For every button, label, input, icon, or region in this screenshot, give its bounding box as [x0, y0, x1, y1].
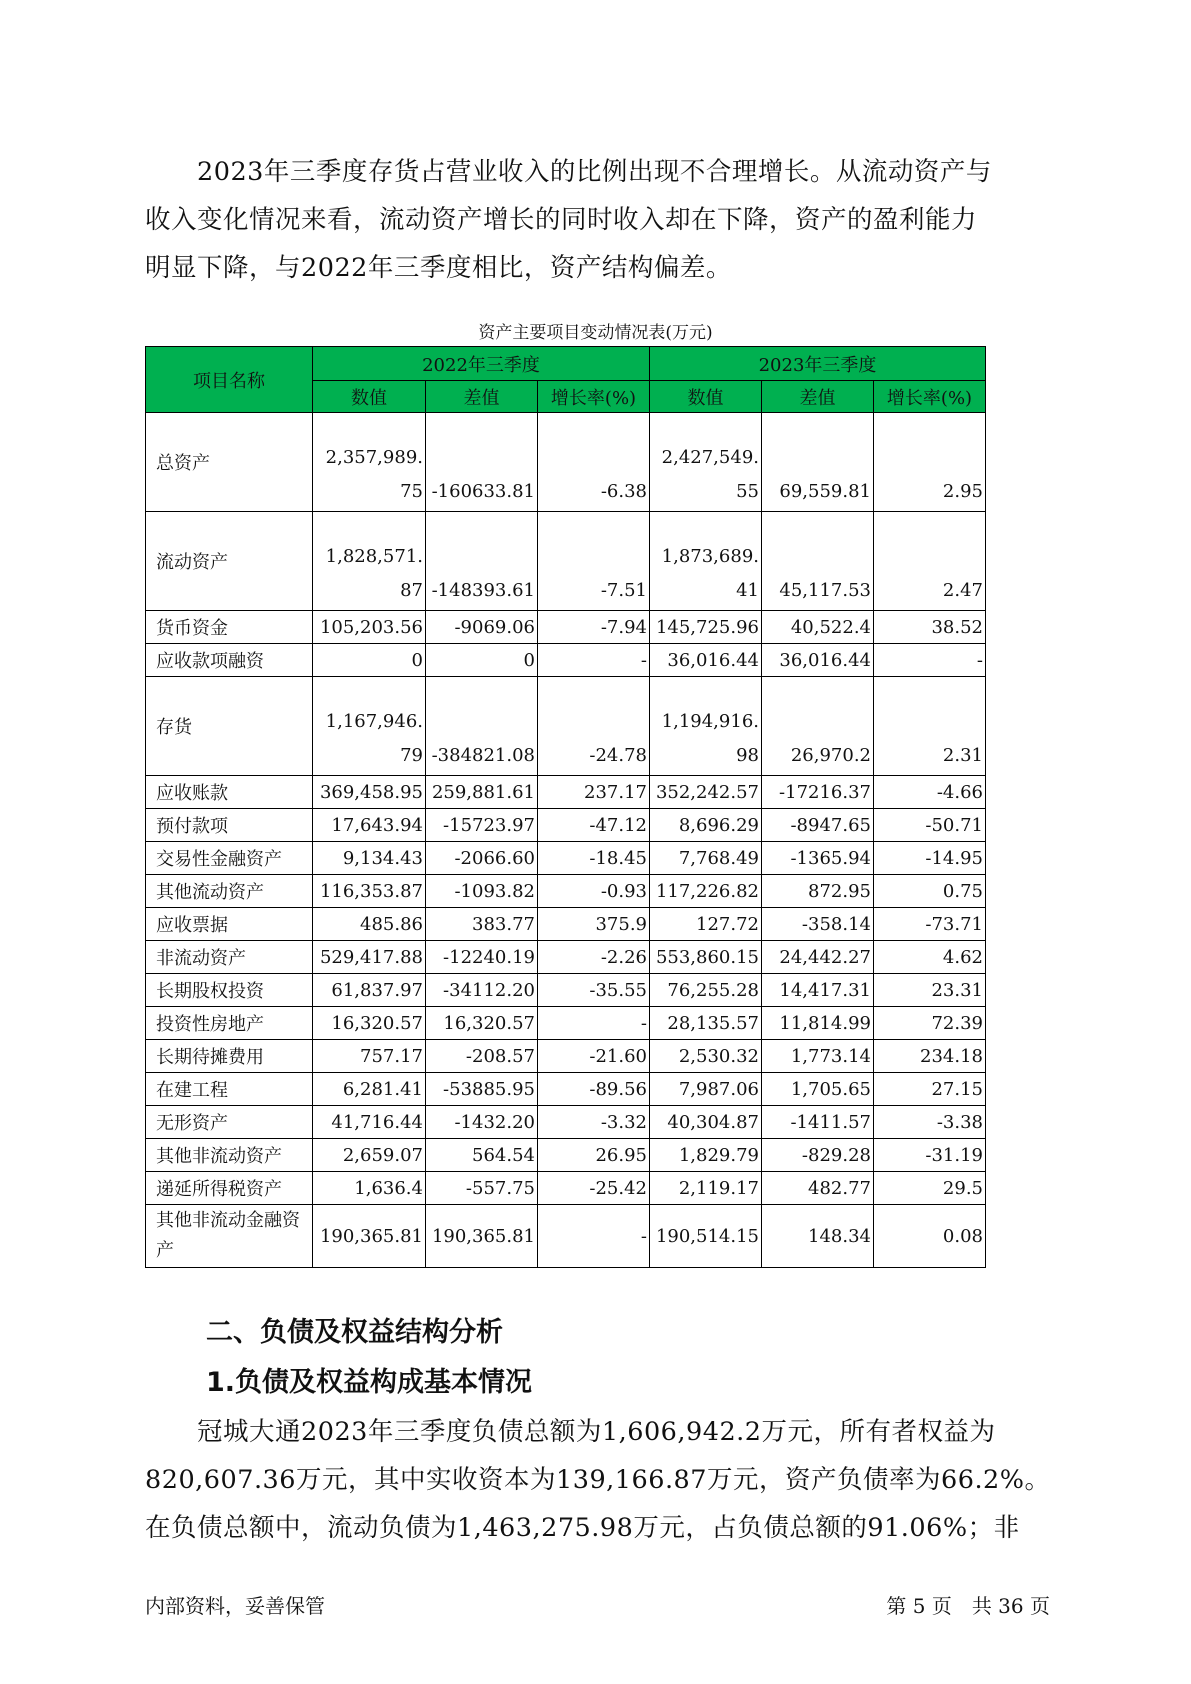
diff-2023-cell: 11,814.99 [762, 1007, 874, 1040]
diff-2022-cell: -557.75 [426, 1172, 538, 1205]
diff-2022-cell: 383.77 [426, 908, 538, 941]
value-2023-cell: 36,016.44 [650, 644, 762, 677]
growth-2022-cell: -0.93 [538, 875, 650, 908]
diff-2022-cell: 190,365.81 [426, 1205, 538, 1268]
diff-2022-cell: -1093.82 [426, 875, 538, 908]
header-diff: 差值 [762, 381, 874, 413]
diff-2022-cell: -148393.61 [426, 512, 538, 611]
value-2023-cell: 7,768.49 [650, 842, 762, 875]
value-2023-cell: 1,194,916.98 [650, 677, 762, 776]
diff-2022-cell: -53885.95 [426, 1073, 538, 1106]
footer-page-number: 第 5 页 共 36 页 [886, 1594, 1050, 1618]
growth-2022-cell: -25.42 [538, 1172, 650, 1205]
growth-2022-cell: -35.55 [538, 974, 650, 1007]
header-period-2022: 2022年三季度 [313, 347, 650, 381]
growth-2022-cell: -3.32 [538, 1106, 650, 1139]
liability-paragraph [145, 1408, 1051, 1552]
value-2022-cell: 6,281.41 [313, 1073, 426, 1106]
value-2023-cell: 2,530.32 [650, 1040, 762, 1073]
growth-2022-cell: 237.17 [538, 776, 650, 809]
value-2022-cell: 529,417.88 [313, 941, 426, 974]
diff-2023-cell: 36,016.44 [762, 644, 874, 677]
value-2022-cell: 9,134.43 [313, 842, 426, 875]
diff-2022-cell: -2066.60 [426, 842, 538, 875]
item-name-cell: 长期股权投资 [146, 974, 313, 1007]
growth-2022-cell: 375.9 [538, 908, 650, 941]
value-2023-cell: 76,255.28 [650, 974, 762, 1007]
growth-2023-cell: 72.39 [874, 1007, 986, 1040]
growth-2023-cell: 2.95 [874, 413, 986, 512]
value-2023-cell: 7,987.06 [650, 1073, 762, 1106]
value-2022-cell: 1,636.4 [313, 1172, 426, 1205]
table-row [146, 908, 986, 941]
diff-2023-cell: 14,417.31 [762, 974, 874, 1007]
diff-2023-cell: 1,705.65 [762, 1073, 874, 1106]
table-row [146, 644, 986, 677]
value-2022-cell: 2,357,989.75 [313, 413, 426, 512]
growth-2023-cell: 4.62 [874, 941, 986, 974]
asset-change-table [145, 346, 986, 1268]
table-row [146, 512, 986, 611]
diff-2022-cell: -15723.97 [426, 809, 538, 842]
subsection-heading: 1.负债及权益构成基本情况 [206, 1367, 533, 1398]
value-2023-cell: 2,119.17 [650, 1172, 762, 1205]
paragraph-line: 收入变化情况来看，流动资产增长的同时收入却在下降，资产的盈利能力 [145, 205, 978, 235]
diff-2023-cell: 148.34 [762, 1205, 874, 1268]
growth-2022-cell: -18.45 [538, 842, 650, 875]
value-2023-cell: 127.72 [650, 908, 762, 941]
growth-2022-cell: -47.12 [538, 809, 650, 842]
table-row [146, 1172, 986, 1205]
value-2022-cell: 0 [313, 644, 426, 677]
item-name-cell: 应收票据 [146, 908, 313, 941]
diff-2022-cell: -12240.19 [426, 941, 538, 974]
item-name-cell: 应收账款 [146, 776, 313, 809]
diff-2022-cell: -9069.06 [426, 611, 538, 644]
diff-2022-cell: -384821.08 [426, 677, 538, 776]
item-name-cell: 递延所得税资产 [146, 1172, 313, 1205]
paragraph-line: 820,607.36万元，其中实收资本为139,166.87万元，资产负债率为66.2%。 [145, 1465, 1051, 1495]
diff-2023-cell: -8947.65 [762, 809, 874, 842]
growth-2023-cell: 27.15 [874, 1073, 986, 1106]
diff-2022-cell: 259,881.61 [426, 776, 538, 809]
diff-2022-cell: -34112.20 [426, 974, 538, 1007]
diff-2022-cell: -208.57 [426, 1040, 538, 1073]
diff-2023-cell: -1365.94 [762, 842, 874, 875]
table-row [146, 974, 986, 1007]
value-2023-cell: 352,242.57 [650, 776, 762, 809]
value-2023-cell: 2,427,549.55 [650, 413, 762, 512]
table-row [146, 941, 986, 974]
value-2022-cell: 485.86 [313, 908, 426, 941]
growth-2023-cell: 23.31 [874, 974, 986, 1007]
intro-paragraph [145, 148, 1045, 292]
diff-2023-cell: 69,559.81 [762, 413, 874, 512]
table-row [146, 677, 986, 776]
table-row [146, 1106, 986, 1139]
value-2023-cell: 1,829.79 [650, 1139, 762, 1172]
growth-2023-cell: -73.71 [874, 908, 986, 941]
growth-2022-cell: -7.94 [538, 611, 650, 644]
header-diff: 差值 [426, 381, 538, 413]
value-2022-cell: 116,353.87 [313, 875, 426, 908]
value-2022-cell: 369,458.95 [313, 776, 426, 809]
item-name-cell: 流动资产 [146, 512, 313, 611]
header-item-name: 项目名称 [146, 347, 313, 413]
diff-2022-cell: 0 [426, 644, 538, 677]
table-row [146, 1040, 986, 1073]
diff-2023-cell: 45,117.53 [762, 512, 874, 611]
value-2023-cell: 8,696.29 [650, 809, 762, 842]
growth-2022-cell: -24.78 [538, 677, 650, 776]
header-value: 数值 [650, 381, 762, 413]
section-heading: 二、负债及权益结构分析 [206, 1317, 503, 1348]
item-name-cell: 存货 [146, 677, 313, 776]
table-row [146, 1007, 986, 1040]
value-2022-cell: 16,320.57 [313, 1007, 426, 1040]
paragraph-line: 2023年三季度存货占营业收入的比例出现不合理增长。从流动资产与 [197, 157, 992, 187]
growth-2023-cell: 0.08 [874, 1205, 986, 1268]
table-row [146, 842, 986, 875]
diff-2023-cell: 482.77 [762, 1172, 874, 1205]
growth-2023-cell: -14.95 [874, 842, 986, 875]
value-2023-cell: 1,873,689.41 [650, 512, 762, 611]
item-name-cell: 其他非流动资产 [146, 1139, 313, 1172]
value-2023-cell: 40,304.87 [650, 1106, 762, 1139]
diff-2022-cell: -1432.20 [426, 1106, 538, 1139]
diff-2022-cell: 564.54 [426, 1139, 538, 1172]
growth-2022-cell: 26.95 [538, 1139, 650, 1172]
growth-2022-cell: -2.26 [538, 941, 650, 974]
value-2022-cell: 41,716.44 [313, 1106, 426, 1139]
growth-2022-cell: -7.51 [538, 512, 650, 611]
diff-2023-cell: 40,522.4 [762, 611, 874, 644]
paragraph-line: 在负债总额中，流动负债为1,463,275.98万元，占负债总额的91.06%；非 [145, 1513, 1020, 1543]
value-2023-cell: 190,514.15 [650, 1205, 762, 1268]
header-period-2023: 2023年三季度 [650, 347, 986, 381]
item-name-cell: 非流动资产 [146, 941, 313, 974]
diff-2023-cell: -17216.37 [762, 776, 874, 809]
diff-2023-cell: -829.28 [762, 1139, 874, 1172]
value-2023-cell: 117,226.82 [650, 875, 762, 908]
growth-2022-cell: - [538, 1007, 650, 1040]
item-name-cell: 投资性房地产 [146, 1007, 313, 1040]
growth-2023-cell: -4.66 [874, 776, 986, 809]
diff-2022-cell: -160633.81 [426, 413, 538, 512]
growth-2023-cell: 0.75 [874, 875, 986, 908]
diff-2023-cell: 1,773.14 [762, 1040, 874, 1073]
diff-2023-cell: -358.14 [762, 908, 874, 941]
item-name-cell: 货币资金 [146, 611, 313, 644]
value-2022-cell: 61,837.97 [313, 974, 426, 1007]
growth-2023-cell: 2.31 [874, 677, 986, 776]
value-2022-cell: 1,167,946.79 [313, 677, 426, 776]
growth-2023-cell: 234.18 [874, 1040, 986, 1073]
table-row [146, 1073, 986, 1106]
growth-2022-cell: -89.56 [538, 1073, 650, 1106]
value-2022-cell: 190,365.81 [313, 1205, 426, 1268]
growth-2022-cell: - [538, 644, 650, 677]
item-name-cell: 在建工程 [146, 1073, 313, 1106]
table-row [146, 611, 986, 644]
item-name-cell: 其他流动资产 [146, 875, 313, 908]
value-2023-cell: 145,725.96 [650, 611, 762, 644]
value-2023-cell: 28,135.57 [650, 1007, 762, 1040]
growth-2022-cell: -6.38 [538, 413, 650, 512]
value-2022-cell: 17,643.94 [313, 809, 426, 842]
table-row [146, 1139, 986, 1172]
table-caption: 资产主要项目变动情况表(万元) [478, 323, 713, 343]
growth-2023-cell: -31.19 [874, 1139, 986, 1172]
item-name-cell: 应收款项融资 [146, 644, 313, 677]
value-2023-cell: 553,860.15 [650, 941, 762, 974]
diff-2023-cell: 872.95 [762, 875, 874, 908]
item-name-cell: 总资产 [146, 413, 313, 512]
footer-confidential-note: 内部资料，妥善保管 [145, 1594, 325, 1618]
diff-2022-cell: 16,320.57 [426, 1007, 538, 1040]
value-2022-cell: 1,828,571.87 [313, 512, 426, 611]
diff-2023-cell: 24,442.27 [762, 941, 874, 974]
item-name-cell: 无形资产 [146, 1106, 313, 1139]
value-2022-cell: 105,203.56 [313, 611, 426, 644]
growth-2023-cell: 2.47 [874, 512, 986, 611]
item-name-cell: 预付款项 [146, 809, 313, 842]
table-row [146, 875, 986, 908]
growth-2023-cell: 29.5 [874, 1172, 986, 1205]
header-growth: 增长率(%) [538, 381, 650, 413]
diff-2023-cell: -1411.57 [762, 1106, 874, 1139]
growth-2023-cell: -50.71 [874, 809, 986, 842]
paragraph-line: 冠城大通2023年三季度负债总额为1,606,942.2万元，所有者权益为 [197, 1417, 996, 1447]
table-row [146, 1205, 986, 1268]
item-name-cell: 其他非流动金融资产 [146, 1205, 313, 1268]
diff-2023-cell: 26,970.2 [762, 677, 874, 776]
growth-2023-cell: - [874, 644, 986, 677]
paragraph-line: 明显下降，与2022年三季度相比，资产结构偏差。 [145, 253, 732, 283]
growth-2023-cell: -3.38 [874, 1106, 986, 1139]
item-name-cell: 交易性金融资产 [146, 842, 313, 875]
value-2022-cell: 2,659.07 [313, 1139, 426, 1172]
growth-2022-cell: - [538, 1205, 650, 1268]
table-row [146, 776, 986, 809]
header-growth: 增长率(%) [874, 381, 986, 413]
table-row [146, 809, 986, 842]
table-row [146, 413, 986, 512]
growth-2022-cell: -21.60 [538, 1040, 650, 1073]
value-2022-cell: 757.17 [313, 1040, 426, 1073]
growth-2023-cell: 38.52 [874, 611, 986, 644]
header-value: 数值 [313, 381, 426, 413]
item-name-cell: 长期待摊费用 [146, 1040, 313, 1073]
